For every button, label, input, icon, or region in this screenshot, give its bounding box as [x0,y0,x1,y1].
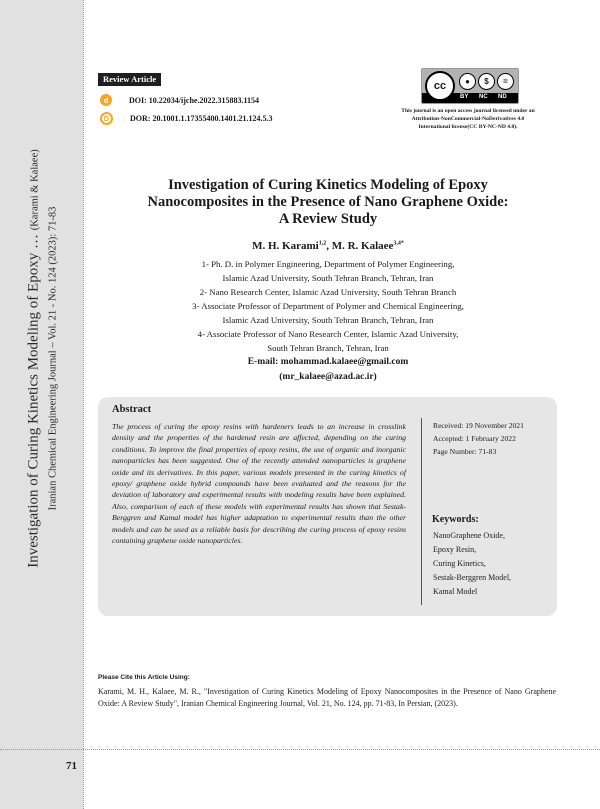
journal-reference: Iranian Chemical Engineering Journal – Vol. 21 - No. 124 (2023): 71-83 [47,206,59,511]
license-line: International license(CC BY-NC-ND 4.0). [418,124,518,131]
nd-icon: = [497,73,514,90]
author-affil-marker: 3,4* [393,240,404,247]
affiliation-line: 1- Ph. D. in Polymer Engineering, Department of Polymer Engineering, [201,259,455,269]
doi-text[interactable]: DOI: 10.22034/ijche.2022.315883.1154 [129,95,259,105]
abstract-divider [421,418,422,605]
keyword-item: NanoGraphene Oxide, [433,531,505,540]
running-title-main: Investigation of Curing Kinetics Modeling of Epoxy … [25,234,42,568]
title-line: Investigation of Curing Kinetics Modeling of Epoxy [168,177,488,193]
spine-divider [83,0,84,809]
by-icon: ● [459,73,476,90]
nd-label: ND [498,94,507,100]
title-line: A Review Study [278,211,378,227]
license-line: This journal is an open access journal licensed under an [401,108,535,114]
affiliation-line: 2- Nano Research Center, Islamic Azad University, South Tehran Branch [199,287,457,297]
doi-row [100,93,259,107]
received-date: Received: 19 November 2021 [433,421,524,430]
author-list [100,240,556,252]
page-number: 71 [66,760,77,772]
abstract-heading: Abstract [112,404,152,415]
affiliation-line: Islamic Azad University, South Tehran Branch, Tehran, Iran [222,315,434,325]
author-affil-marker: 1,2 [318,240,327,247]
accepted-date: Accepted: 1 February 2022 [433,434,516,443]
abstract-text: The process of curing the epoxy resins with hardeners leads to an increase in crosslink density and the properties of the hardened resin are affected, depending on the curing conditions. To improve the final properties of epoxy resins, the use of organic and inorganic nanoparticles has been suggested. One of the recently attended nanoparticles is graphene oxide and its derivatives. In this paper, various models presented in the curing kinetics of epoxy/ graphene oxide hybrid compounds have been evaluated and the reasons for the deviation of laboratory and experimental results with modeling results have been explained. Also, comparison of each of these models with experimental results has shown that Sestak-Berggren and Kamal model has higher adaptation to experimental results than the other models and can be used as a reliable basis for describing the curing process of epoxy resins containing graphene oxide nanoparticles. [112,422,406,546]
nc-label: NC [479,94,488,100]
dor-row [100,111,272,125]
page-numbers: Page Number: 71-83 [433,447,497,456]
author-separator: , [326,240,332,252]
running-title [24,139,46,579]
affiliation-line: Islamic Azad University, South Tehran Branch, Tehran, Iran [222,273,434,283]
corresponding-email[interactable]: E-mail: mohammad.kalaee@gmail.com [247,357,409,367]
by-label: BY [460,94,469,100]
affiliation-line: 3- Associate Professor of Department of Polymer and Chemical Engineering, [192,301,464,311]
author-name: M. R. Kalaee [331,240,394,252]
corresponding-email-alt[interactable]: (mr_kalaee@azad.ac.ir) [279,372,377,382]
citation-text: Karami, M. H., Kalaee, M. R., "Investigation of Curing Kinetics Modeling of Epoxy Nanocomposites in the Presence of Nano Graphene Oxide: A Review Study", Iranian Chemical Engineering Journal, Vol. 21, No. 124, pp. 71-83, In Persian, (2023). [98,687,556,708]
article-type-label: Review Article [98,73,161,86]
doi-icon: d [100,94,112,106]
license-statement [378,107,558,132]
affiliation-line: South Tehran Branch, Tehran, Iran [267,343,389,353]
dor-icon: D [100,112,113,125]
dor-text[interactable]: DOR: 20.1001.1.17355400.1401.21.124.5.3 [130,113,273,123]
keyword-item: Kamal Model [433,587,478,596]
nc-icon: $ [478,73,495,90]
running-header-vertical [24,139,61,579]
citation-heading: Please Cite this Article Using: [98,674,190,681]
cc-icon: cc [425,71,455,101]
running-title-authors: (Karami & Kalaee) [29,149,41,231]
keywords-heading: Keywords: [432,514,479,525]
keyword-item: Epoxy Resin, [433,545,477,554]
keyword-item: Sestak-Berggren Model, [433,573,512,582]
cc-license-badge[interactable] [421,68,519,104]
author-name: M. H. Karami [252,240,319,252]
footer-divider [0,749,600,750]
license-line: Attribution-NonCommercial-NoDerivatives 4.0 [411,116,525,123]
title-line: Nanocomposites in the Presence of Nano Graphene Oxide: [147,194,509,210]
paper-title [100,177,556,228]
keyword-item: Curing Kinetics, [433,559,486,568]
affiliation-line: 4- Associate Professor of Nano Research Center, Islamic Azad University, [197,329,459,339]
